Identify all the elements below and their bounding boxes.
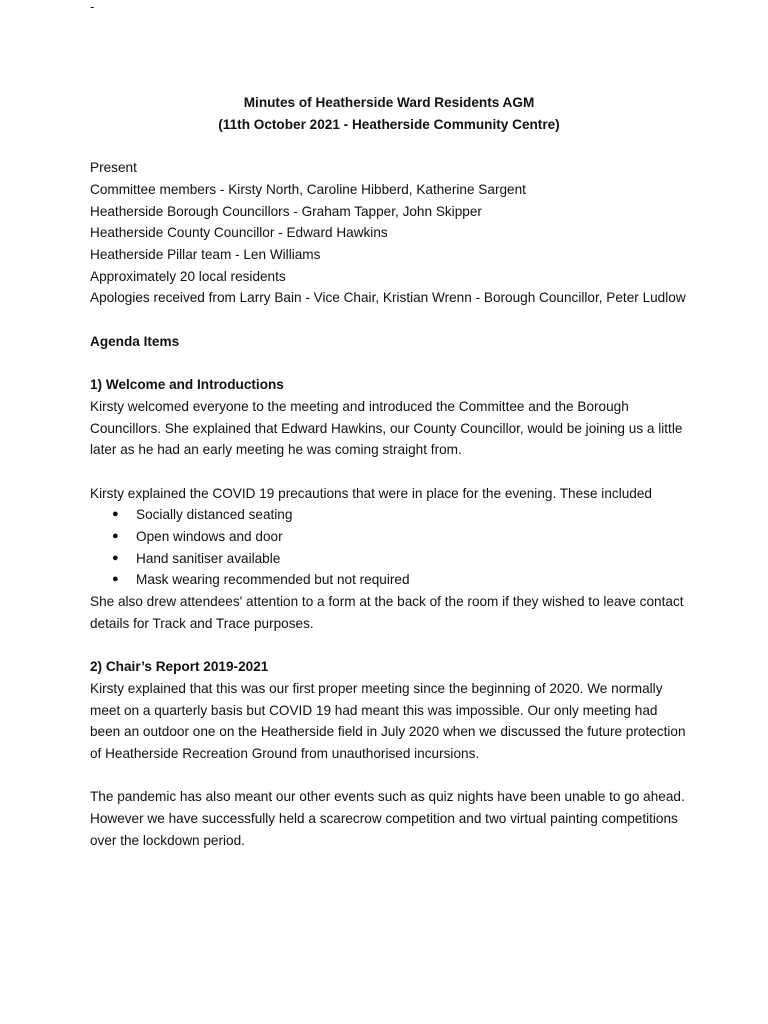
precautions-list [90,504,690,591]
present-line: Approximately 20 local residents [90,268,286,284]
section-2-paragraph: Kirsty explained that this was our first proper meeting since the beginning of 2020. We normally meet on a quarterly basis but COVID 19 had meant this was impossible. Our only meeting had been an outdoor one on the Heatherside field in July 2020 when we discussed the future protection of Heatherside Recreation Ground from unauthorised incursions. [90,680,686,762]
present-line: Committee members - Kirsty North, Caroline Hibberd, Katherine Sargent [90,181,526,197]
list-item-text: Socially distanced seating [136,507,293,523]
present-line: Heatherside County Councillor - Edward Hawkins [90,225,388,241]
list-item [90,526,690,548]
list-item [90,504,690,526]
section-1-heading: 1) Welcome and Introductions [90,377,284,393]
document-title [88,92,690,135]
section-welcome [90,374,690,634]
present-line: Heatherside Borough Councillors - Graham Tapper, John Skipper [90,203,482,219]
section-2-paragraph: The pandemic has also meant our other events such as quiz nights have been unable to go ahead. However we have successfully held a scarecrow competition and two virtual painting competitions over the lockdown period. [90,789,685,848]
agenda-heading: Agenda Items [90,333,180,349]
top-mark: - [90,0,95,14]
list-item-text: Hand sanitiser available [136,550,281,566]
bullet-icon: ● [112,508,119,521]
section-1-paragraph: Kirsty explained the COVID 19 precautions that were in place for the evening. These included [90,485,652,501]
bullet-icon: ● [112,530,119,542]
document-body [90,92,690,852]
list-item [90,569,690,591]
present-heading: Present [90,160,137,176]
title-line-1: Minutes of Heatherside Ward Residents AGM [243,95,535,110]
present-section [90,157,690,309]
title-line-2: (11th October 2021 - Heatherside Community Centre) [218,116,560,132]
bullet-icon: ● [112,573,119,586]
section-1-paragraph: Kirsty welcomed everyone to the meeting and introduced the Committee and the Borough Councillors. She explained that Edward Hawkins, our County Councillor, would be joining us a little later as he had an early meeting he was coming straight from. [90,398,683,458]
list-item-text: Open windows and door [136,529,283,544]
bullet-icon: ● [112,551,119,564]
section-1-paragraph: She also drew attendees' attention to a form at the back of the room if they wished to leave contact details for Track and Trace purposes. [90,594,684,631]
section-chair-report [90,656,690,851]
section-2-heading: 2) Chair’s Report 2019-2021 [90,659,269,675]
list-item [90,548,690,570]
list-item-text: Mask wearing recommended but not required [136,572,410,588]
present-line: Heatherside Pillar team - Len Williams [90,246,321,262]
present-line: Apologies received from Larry Bain - Vice Chair, Kristian Wrenn - Borough Councillor, Peter Ludlow [90,290,686,306]
